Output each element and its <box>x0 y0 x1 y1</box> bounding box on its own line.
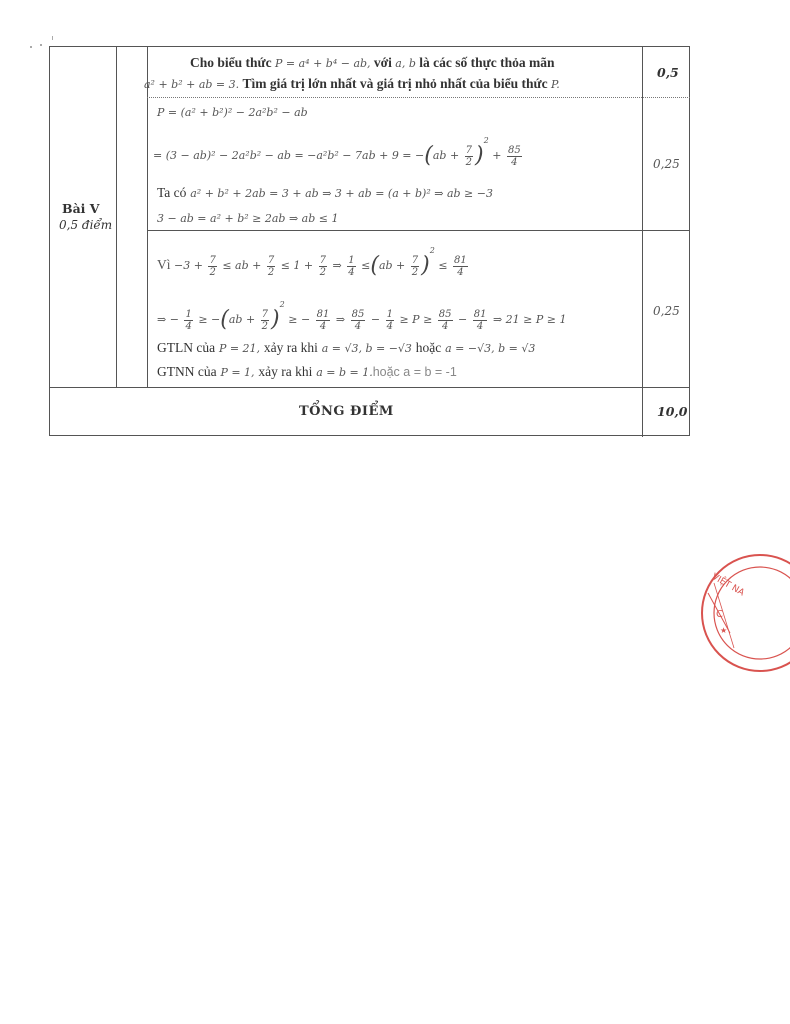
frac-85-4: $\frac{85}{4}$ <box>507 144 521 168</box>
step2-l2-e: ⇒ <box>335 313 346 326</box>
seal-stamp <box>700 553 790 673</box>
problem-task-var: P. <box>551 78 560 91</box>
frac-7-2-b: $\frac{7}{2}$ <box>267 254 275 278</box>
step2-l2-d: ≥ − <box>288 313 311 326</box>
gtln-mid: xảy ra khi <box>263 340 318 355</box>
step1-score: 0,25 <box>653 157 680 171</box>
frac-81-4-c: $\frac{81}{4}$ <box>473 308 487 332</box>
frac-81-4: $\frac{81}{4}$ <box>454 254 467 278</box>
col-divider-1 <box>116 47 117 387</box>
problem-line-2 <box>144 77 560 92</box>
frac-7-2-a: $\frac{7}{2}$ <box>209 254 216 278</box>
step2-score: 0,25 <box>653 304 680 318</box>
gtnn-prefix: GTNN của <box>157 364 217 379</box>
step2-l2-g: ≥ P ≥ <box>399 313 433 326</box>
step2-l1-f: ab + <box>378 259 406 272</box>
frac-7-2: $\frac{7}{2}$ <box>465 144 473 168</box>
step1-line-1: P = (a² + b²)² − 2a²b² − ab <box>157 106 308 119</box>
problem-score: 0,5 <box>657 65 679 80</box>
gtnn-mid: xảy ra khi <box>258 364 313 379</box>
step2-l2-h: − <box>458 313 468 326</box>
step1-line-3 <box>157 186 493 201</box>
problem-suffix: là các số thực thỏa mãn <box>419 55 555 70</box>
step1-line2-a: = (3 − ab)² − 2a²b² − ab = −a²b² − 7ab + 9 = − <box>153 149 425 162</box>
gtln-math: P = 21, <box>218 342 261 355</box>
gtln-cond2: a = −√3, b = √3 <box>445 342 536 355</box>
svg-text:C: C <box>716 609 723 620</box>
problem-task: Tìm giá trị lớn nhất và giá trị nhỏ nhất của biểu thức <box>242 76 548 91</box>
step2-l1-c: ≤ 1 + <box>280 259 314 272</box>
frac-1-4: $\frac{1}{4}$ <box>348 254 355 278</box>
grading-table <box>49 46 690 436</box>
problem-prefix: Cho biểu thức <box>190 55 272 70</box>
paren-open: ( <box>424 143 433 168</box>
problem-vars: a, b <box>395 57 416 70</box>
problem-expr: P = a⁴ + b⁴ − ab, <box>275 57 371 70</box>
step2-line-2: ⇒ − $\frac{1}{4}$ ≥ −(ab + $\frac{7}{2}$ )$^2$ ≥ − $\frac{81}{4}$ ⇒ $\frac{85}{4}$ − $\frac{1}{4}$ ≥ P ≥ $\frac{85}{4}$ − $\frac{81}{4}$ ⇒ 21 ≥ P ≥ 1 <box>157 300 567 332</box>
step2-l2-a: ⇒ − <box>157 313 179 326</box>
frac-81-4-b: $\frac{81}{4}$ <box>316 308 330 332</box>
gtln-cond1: a = √3, b = −√3 <box>321 342 412 355</box>
gtln-prefix: GTLN của <box>157 340 216 355</box>
paren-close: ) <box>475 143 484 168</box>
frac-7-2-d: $\frac{7}{2}$ <box>411 254 419 278</box>
col-divider-2 <box>147 47 148 387</box>
row-divider-total <box>50 387 690 388</box>
step1-line2-b: ab + <box>432 149 460 162</box>
step2-l1-e: ≤ <box>361 259 371 272</box>
problem-line-1 <box>190 56 554 71</box>
step2-vi: Vì <box>157 257 171 272</box>
col-divider-3 <box>642 47 643 437</box>
section-points: 0,5 điểm <box>59 218 113 232</box>
step2-l2-f: − <box>370 313 381 326</box>
gtln-or: hoặc <box>415 340 442 355</box>
gtnn-cond: a = b = 1. <box>316 366 373 379</box>
step1-line-2: = (3 − ab)² − 2a²b² − ab = −a²b² − 7ab + 9 = −(ab + $\frac{7}{2}$ )$^2$ + $\frac{85}{4}$ <box>153 136 521 168</box>
frac-7-2-e: $\frac{7}{2}$ <box>261 308 269 332</box>
step2-l1-d: ⇒ <box>332 259 342 272</box>
svg-text:VIỆT NA: VIỆT NA <box>709 571 746 599</box>
step2-l2-i: ⇒ 21 ≥ P ≥ 1 <box>492 313 567 326</box>
total-label: TỔNG ĐIỂM <box>299 404 394 419</box>
section-title: Bài V <box>62 201 100 216</box>
row-divider-1 <box>147 97 690 98</box>
step2-line-1: Vì −3 + $\frac{7}{2}$ ≤ ab + $\frac{7}{2}$ ≤ 1 + $\frac{7}{2}$ ⇒ $\frac{1}{4}$ ≤(ab + $\frac{7}{2}$ )$^2$ ≤ $\frac{81}{4}$ <box>157 246 467 278</box>
gtln-line <box>157 341 535 356</box>
problem-cond: a² + b² + ab = 3. <box>144 78 240 91</box>
step2-l1-a: −3 + <box>174 259 203 272</box>
total-score: 10,0 <box>657 404 688 419</box>
problem-middle: với <box>373 55 392 70</box>
step1-line3-prefix: Ta có <box>157 185 187 200</box>
svg-text:★: ★ <box>720 626 728 635</box>
frac-85-4-b: $\frac{85}{4}$ <box>351 308 365 332</box>
frac-1-4-b: $\frac{1}{4}$ <box>185 308 192 332</box>
step2-l2-c: ab + <box>228 313 256 326</box>
frac-85-4-c: $\frac{85}{4}$ <box>438 308 452 332</box>
gtnn-math: P = 1, <box>220 366 255 379</box>
gtnn-line <box>157 365 457 380</box>
step2-l2-b: ≥ − <box>198 313 221 326</box>
step1-line2-c: + <box>492 149 502 162</box>
step2-l1-g: ≤ <box>438 259 448 272</box>
step1-line3-math: a² + b² + 2ab = 3 + ab ⇒ 3 + ab = (a + b)² ⇒ ab ≥ −3 <box>190 187 493 200</box>
frac-1-4-c: $\frac{1}{4}$ <box>386 308 393 332</box>
frac-7-2-c: $\frac{7}{2}$ <box>319 254 327 278</box>
step1-line-4: 3 − ab = a² + b² ≥ 2ab ⇒ ab ≤ 1 <box>157 212 339 225</box>
row-divider-2 <box>147 230 690 231</box>
step2-l1-b: ≤ ab + <box>222 259 262 272</box>
gtnn-added-note: hoặc a = b = -1 <box>372 365 457 379</box>
